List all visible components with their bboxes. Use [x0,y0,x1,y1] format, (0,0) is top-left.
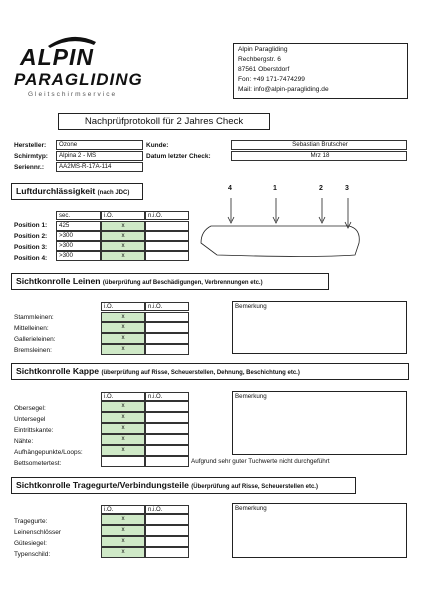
kappe-row-io: x [101,445,145,456]
trag-remark-box [232,503,407,558]
kappe-row-label: Nähte: [14,438,34,445]
trag-section-title [11,477,356,494]
trag-remark-label: Bemerkung [235,505,267,512]
leinen-row-label: Gallerieleinen: [14,336,56,343]
page-title: Nachprüfprotokoll für 2 Jahres Check [58,113,270,130]
seriennr-label: Seriennr.: [14,164,44,171]
leinen-title-text: Sichtkonrolle Leinen [16,276,101,286]
hersteller-label: Hersteller: [14,142,47,149]
leinen-header-io: i.O. [101,302,145,311]
diagram-number-1: 1 [273,185,277,192]
leinen-row-io: x [101,344,145,355]
kappe-row-nio [145,401,189,412]
kappe-row-label: Untersegel [14,416,46,423]
luft-header-io: i.O. [101,211,145,220]
kappe-remark-box [232,391,407,455]
leinen-row-label: Mittelleinen: [14,325,49,332]
trag-row-nio [145,525,189,536]
trag-row-nio [145,536,189,547]
trag-row-nio [145,547,189,558]
seriennr-value: AA2MS-R-17A-114 [56,162,143,172]
trag-subtitle-text: (Überprüfung auf Risse, Scheuerstellen etc.) [191,484,318,490]
leinen-row-nio [145,322,189,333]
trag-row-io: x [101,547,145,558]
kunde-label: Kunde: [146,142,169,149]
trag-row-io: x [101,536,145,547]
diagram-number-3: 3 [345,185,349,192]
luft-row-nio [145,241,189,251]
kappe-row-nio [145,445,189,456]
luft-row-io: x [101,241,145,251]
kappe-title-text: Sichtkonrolle Kappe [16,366,100,376]
hersteller-value: Ozone [56,140,143,150]
luft-row-sec: >300 [56,251,101,261]
datum-value: Mrz 18 [231,151,407,161]
address-phone: Fon: +49 171-7474299 [238,76,305,83]
kappe-row-io: x [101,401,145,412]
kunde-value: Sebastian Brutscher [231,140,407,150]
address-city: 87561 Oberstdorf [238,66,290,73]
kappe-row-nio [145,456,189,467]
luft-header-sec: sec. [56,211,101,220]
luft-row-sec: >300 [56,241,101,251]
address-box [233,43,408,99]
kappe-section-title [11,363,409,380]
kappe-subtitle-text: (überprüfung auf Risse, Scheuerstellen, Dehnung, Beschichtung etc.) [101,370,300,376]
leinen-row-label: Stammleinen: [14,314,54,321]
luft-subtitle-text: (nach JDC) [97,190,130,196]
kappe-row-label: Eintrittskante: [14,427,54,434]
logo [14,34,144,102]
wing-diagram [195,183,413,263]
kappe-note: Aufgrund sehr guter Tuchwerte nicht durchgeführt [191,458,330,465]
kappe-row-nio [145,434,189,445]
trag-row-label: Gütesiegel: [14,540,47,547]
schirmtyp-label: Schirmtyp: [14,153,48,160]
luft-row-sec: 425 [56,221,101,231]
luft-row-label: Position 3: [14,244,48,251]
schirmtyp-value: Alpina 2 - MS [56,151,143,161]
luft-row-label: Position 2: [14,233,48,240]
luft-row-nio [145,251,189,261]
logo-line2: PARAGLIDING [14,70,143,89]
leinen-row-label: Bremsleinen: [14,347,52,354]
luft-header-nio: n.i.O. [145,211,189,220]
leinen-subtitle-text: (überprüfung auf Beschädigungen, Verbrennungen etc.) [102,280,263,286]
kappe-header-nio: n.i.O. [145,392,189,401]
diagram-number-2: 2 [319,185,323,192]
wing-outline-icon [195,183,413,263]
luft-row-label: Position 1: [14,222,48,229]
leinen-row-nio [145,312,189,322]
kappe-row-nio [145,412,189,423]
leinen-row-io: x [101,322,145,333]
luft-row-sec: >300 [56,231,101,241]
leinen-row-nio [145,333,189,344]
trag-row-nio [145,514,189,525]
kappe-row-label: Obersegel: [14,405,46,412]
leinen-header-nio: n.i.O. [145,302,189,311]
trag-header-nio: n.i.O. [145,505,189,514]
kappe-row-label: Bettsometertest: [14,460,62,467]
kappe-row-io: x [101,434,145,445]
luft-row-io: x [101,231,145,241]
luft-title-text: Luftdurchlässigkeit [16,186,96,196]
logo-line1: ALPIN [20,44,94,70]
kappe-row-io: x [101,412,145,423]
trag-title-text: Sichtkonrolle Tragegurte/Verbindungsteile [16,480,189,490]
luft-row-io: x [101,221,145,231]
datum-label: Datum letzter Check: [146,153,211,160]
trag-row-label: Tragegurte: [14,518,48,525]
leinen-row-nio [145,344,189,355]
address-mail: Mail: info@alpin-paragliding.de [238,86,329,93]
luft-row-label: Position 4: [14,255,48,262]
kappe-header-io: i.O. [101,392,145,401]
luft-row-nio [145,221,189,231]
trag-header-io: i.O. [101,505,145,514]
leinen-remark-label: Bemerkung [235,303,267,310]
address-company: Alpin Paragliding [238,46,288,53]
trag-row-label: Typenschild: [14,551,51,558]
luft-row-io: x [101,251,145,261]
leinen-remark-box [232,301,407,354]
kappe-remark-label: Bemerkung [235,393,267,400]
luft-row-nio [145,231,189,241]
leinen-section-title [11,273,329,290]
kappe-row-nio [145,423,189,434]
trag-row-io: x [101,525,145,536]
kappe-row-io: x [101,423,145,434]
trag-row-label: Leinenschlösser [14,529,61,536]
logo-tagline: Gleitschirmservice [28,91,118,98]
kappe-row-label: Aufhängepunkte/Loops: [14,449,83,456]
kappe-row-io [101,456,145,467]
luft-section-title [11,183,143,200]
leinen-row-io: x [101,312,145,322]
address-street: Rechbergstr. 6 [238,56,281,63]
diagram-number-4: 4 [228,185,232,192]
leinen-row-io: x [101,333,145,344]
trag-row-io: x [101,514,145,525]
